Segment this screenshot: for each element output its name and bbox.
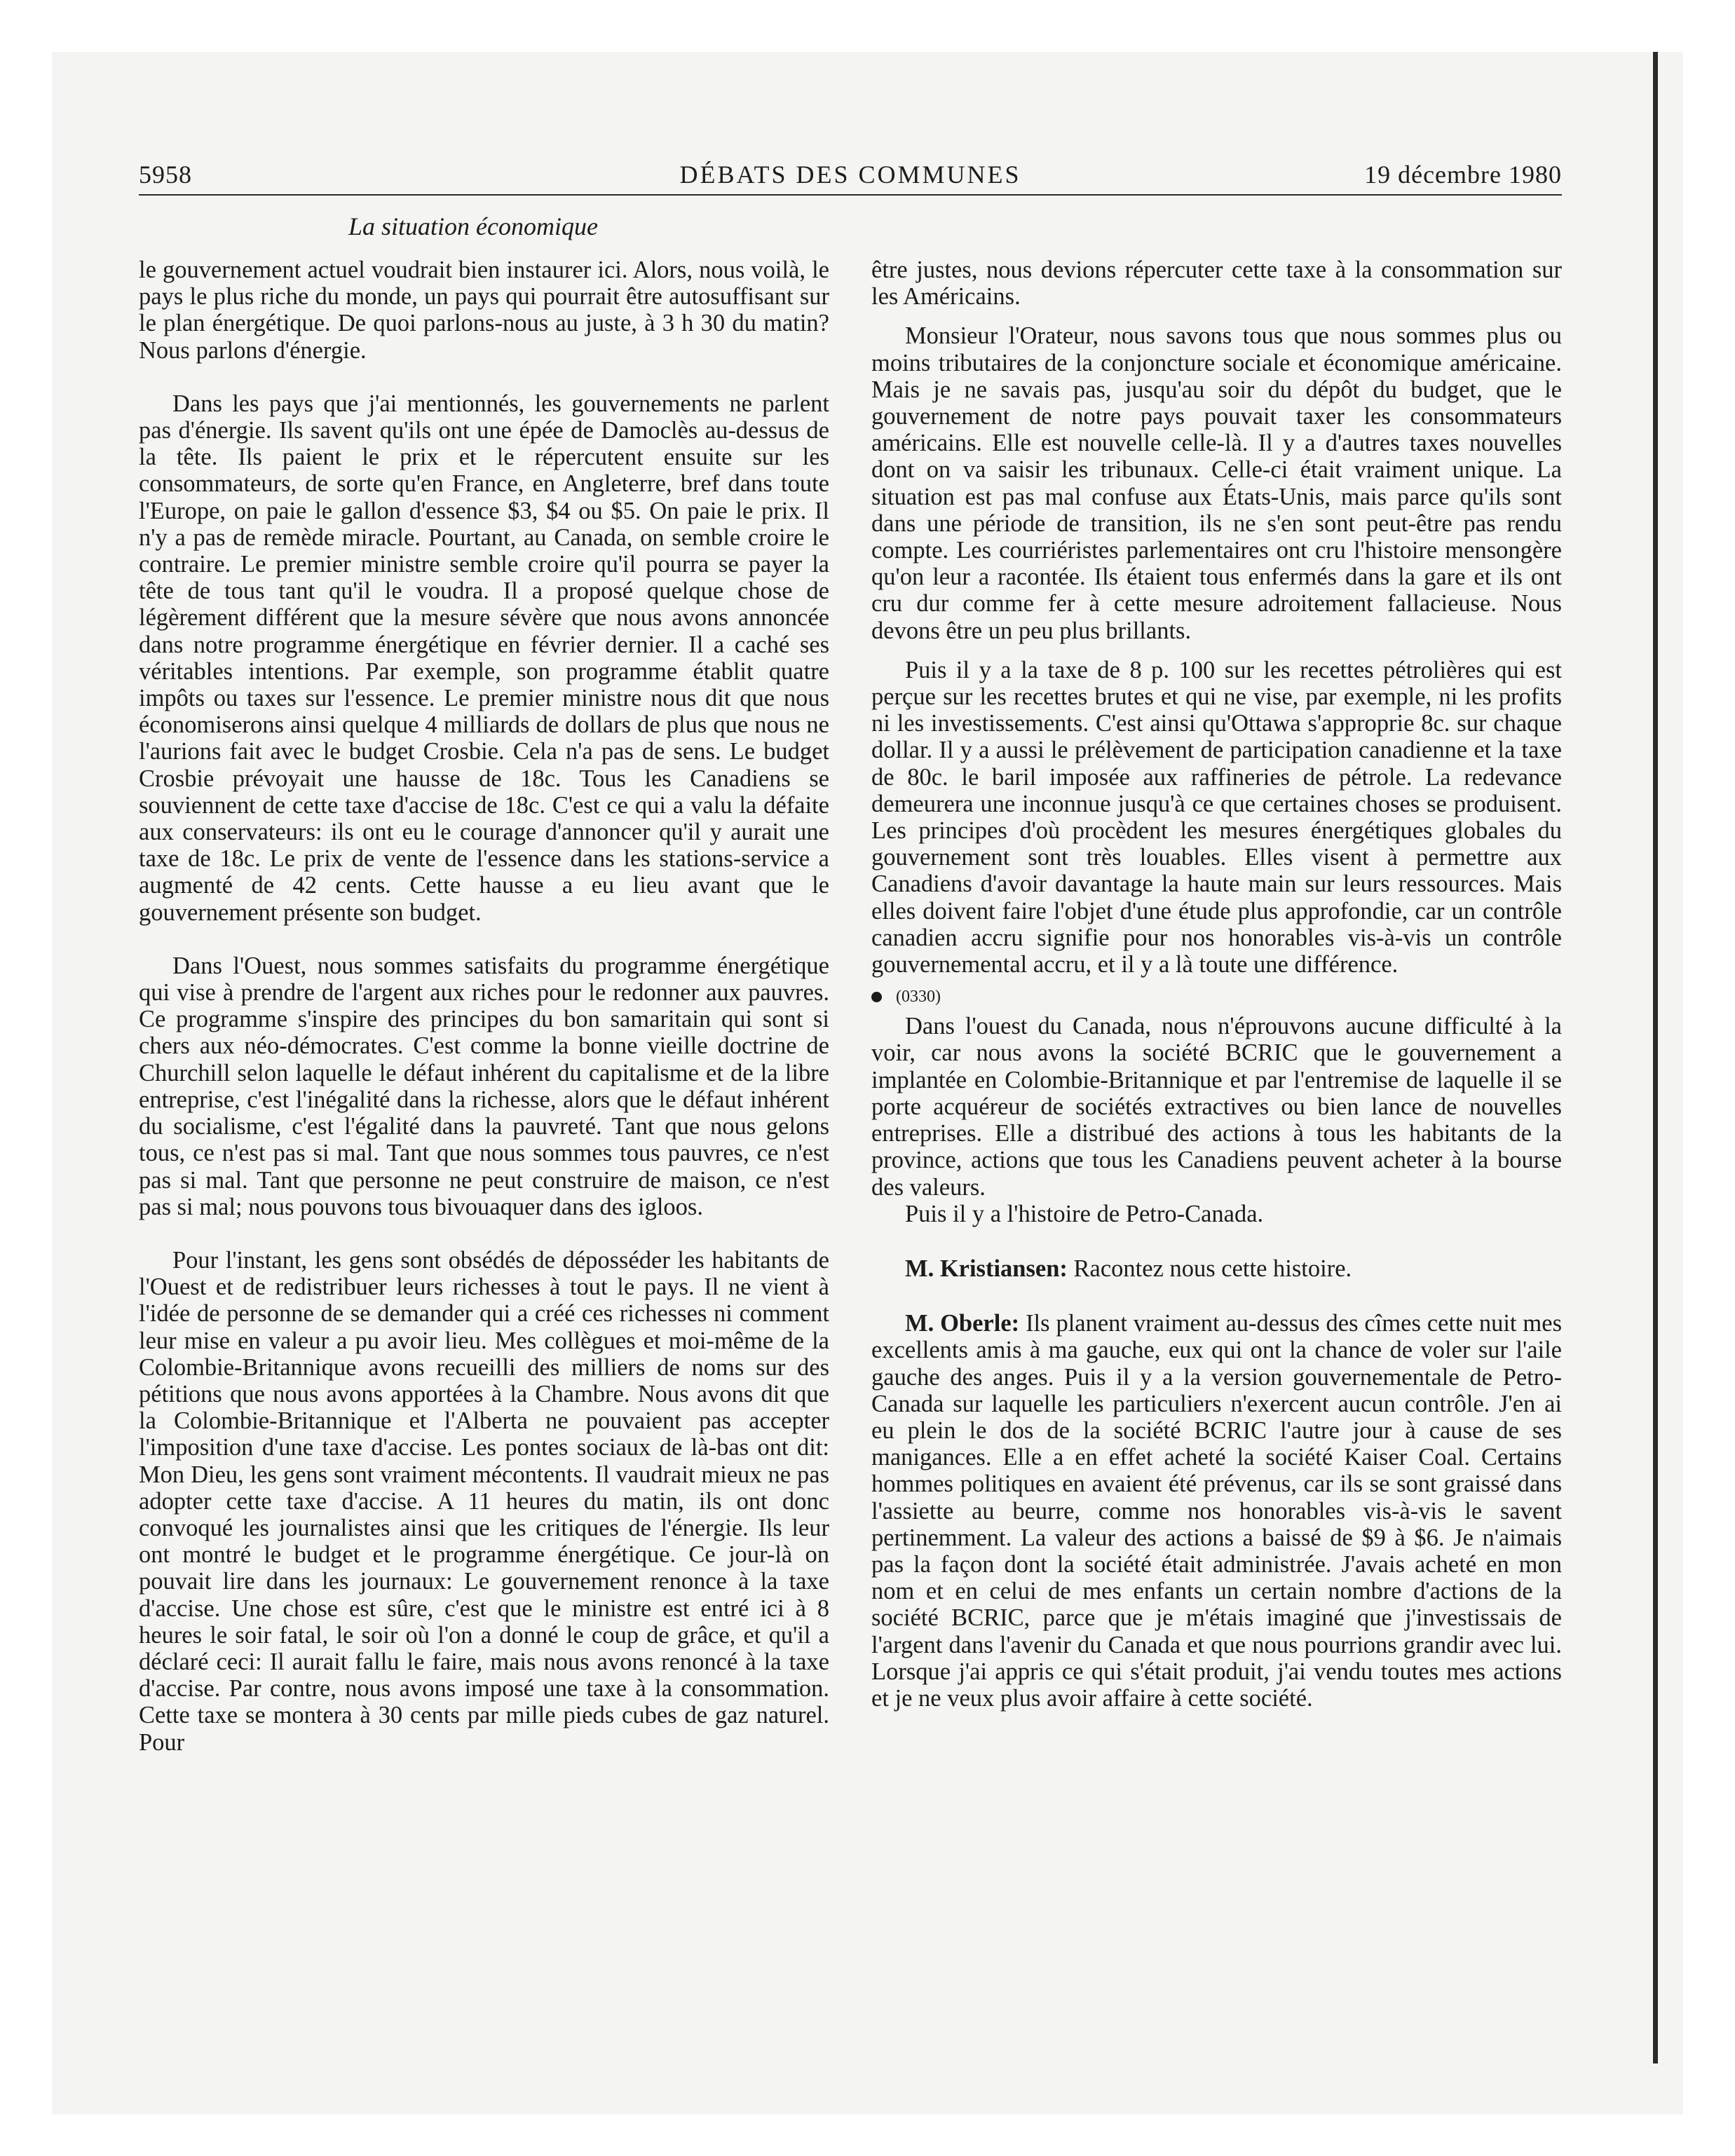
paragraph: Pour l'instant, les gens sont obsédés de déposséder les habitants de l'Ouest et de redistribuer leurs richesses à tout le pays. Il ne vient à l'idée de personne de se demander qui a créé ces richesses ni comment leur mise en valeur a pu avoir lieu. Mes collègues et moi-même de la Colombie-Britannique avons recueilli des milliers de noms sur des pétitions que nous avons apportées à la Chambre. Nous avons dit que la Colombie-Britannique et l'Alberta ne pouvaient pas accepter l'imposition d'une taxe d'accise. Les pontes sociaux de là-bas ont dit: Mon Dieu, les gens sont vraiment mécontents. Il vaudrait mieux ne pas adopter cette taxe d'accise. A 11 heures du matin, ils ont donc convoqué les journalistes ainsi que les critiques de l'énergie. Ils leur ont montré le budget et le programme énergétique. Ce jour-là on pouvait lire dans les journaux: Le gouvernement renonce à la taxe d'accise. Une chose est sûre, c'est que le ministre est entré ici à 8 heures le soir fatal, le soir où l'on a donné le coup de grâce, et qu'il a déclaré ceci: Il aurait fallu le faire, mais nous avons renoncé à la taxe d'accise. Par contre, nous avons imposé une taxe à la consommation. Cette taxe se montera à 30 cents par mille pieds cubes de gaz naturel. Pour: [139, 1246, 829, 1756]
paragraph: le gouvernement actuel voudrait bien instaurer ici. Alors, nous voilà, le pays le plus riche du monde, un pays qui pourrait être autosuffisant sur le plan énergétique. De quoi parlons-nous au juste, à 3 h 30 du matin? Nous parlons d'énergie.: [139, 257, 829, 364]
bullet-icon: [871, 992, 882, 1002]
paragraph: Puis il y a la taxe de 8 p. 100 sur les recettes pétrolières qui est perçue sur les recettes brutes et qui ne vise, par exemple, ni les profits ni les investissements. C'est ainsi qu'Ottawa s'approprie 8c. sur chaque dollar. Il y a aussi le prélèvement de participation canadienne et la taxe de 80c. le baril imposée aux raffineries de pétrole. La redevance demeurera une inconnue jusqu'à ce que certaines choses se produisent. Les principes d'où procèdent les mesures énergétiques globales du gouvernement sont très louables. Elles visent à permettre aux Canadiens d'avoir davantage la haute main sur leurs ressources. Mais elles doivent faire l'objet d'une étude plus approfondie, car un contrôle canadien accru signifie pour nos honorables vis-à-vis un contrôle gouvernemental accru, et il y a là toute une différence.: [871, 656, 1562, 978]
publication-title: DÉBATS DES COMMUNES: [679, 161, 1021, 189]
speech-kristiansen: [871, 1255, 1562, 1282]
right-column: [871, 257, 1562, 1712]
header-rule: [139, 194, 1562, 196]
time-marker: [871, 986, 1562, 1007]
time-marker-label: (0330): [896, 988, 941, 1007]
speech-text: Ils planent vraiment au-dessus des cîmes cette nuit mes excellents amis à ma gauche, eux qui ont la chance de voler sur l'aile gauche des anges. Puis il y a la version gouvernementale de Petro-Canada sur laquelle les particuliers n'exercent aucun contrôle. J'en ai eu plein le dos de la société BCRIC l'autre jour à cause de ses manigances. Elle a en effet acheté la société Kaiser Coal. Certains hommes politiques en avaient été prévenus, car ils se sont graissé dans l'assiette au beurre, comme nos honorables vis-à-vis le savent pertinemment. La valeur des actions a baissé de $9 à $6. Je n'aimais pas la façon dont la société était administrée. J'avais acheté en mon nom et en celui de mes enfants un certain nombre d'actions de la société BCRIC, parce que je m'étais imaginé que j'investissais de l'argent dans l'avenir du Canada et que nous pourrions grandir avec lui. Lorsque j'ai appris ce qui s'était produit, j'ai vendu toutes mes actions et je ne veux plus avoir affaire à cette société.: [871, 1310, 1562, 1712]
publication-date: 19 décembre 1980: [1364, 161, 1562, 189]
page-edge-rule: [1653, 52, 1658, 2063]
running-subject: La situation économique: [348, 212, 598, 240]
speaker-name: M. Oberle:: [905, 1310, 1020, 1337]
paragraph: Dans l'Ouest, nous sommes satisfaits du programme énergétique qui vise à prendre de l'argent aux riches pour le redonner aux pauvres. Ce programme s'inspire des principes du bon samaritain qui sont si chers aux néo-démocrates. C'est comme la bonne vieille doctrine de Churchill selon laquelle le défaut inhérent du capitalisme et de la libre entreprise, c'est l'inégalité dans la richesse, alors que le défaut inhérent du socialisme, c'est l'égalité dans la pauvreté. Tant que nous gelons tous, ce n'est pas si mal. Tant que nous sommes tous pauvres, ce n'est pas si mal. Tant que personne ne peut construire de maison, ce n'est pas si mal; nous pouvons tous bivouaquer dans des igloos.: [139, 952, 829, 1220]
paragraph: Dans l'ouest du Canada, nous n'éprouvons aucune difficulté à la voir, car nous avons la société BCRIC que le gouvernement a implantée en Colombie-Britannique et par l'entremise de laquelle il se porte acquéreur de sociétés extractives ou bien lance de nouvelles entreprises. Elle a distribué des actions à tous les habitants de la province, actions que tous les Canadiens peuvent acheter à la bourse des valeurs.: [871, 1013, 1562, 1201]
left-column: [139, 257, 829, 1756]
speaker-name: M. Kristiansen:: [905, 1255, 1068, 1282]
paragraph: Dans les pays que j'ai mentionnés, les gouvernements ne parlent pas d'énergie. Ils savent qu'ils ont une épée de Damoclès au-dessus de la tête. Ils paient le prix et le répercutent ensuite sur les consommateurs, de sorte qu'en France, en Angleterre, bref dans toute l'Europe, on paie le gallon d'essence $3, $4 ou $5. On paie le prix. Il n'y a pas de remède miracle. Pourtant, au Canada, on semble croire le contraire. Le premier ministre semble croire qu'il pourra se payer la tête de tous tant qu'il le voudra. Il a proposé quelque chose de légèrement différent que la mesure sévère que nous avons annoncée dans notre programme énergétique en février dernier. Il a caché ses véritables intentions. Par exemple, son programme établit quatre impôts ou taxes sur l'essence. Le premier ministre nous dit que nous économiserons ainsi quelque 4 milliards de dollars de plus que nous ne l'aurions fait avec le budget Crosbie. Cela n'a pas de sens. Le budget Crosbie prévoyait une hausse de 18c. Tous les Canadiens se souviennent de cette taxe d'accise de 18c. C'est ce qui a valu la défaite aux conservateurs: ils ont eu le courage d'annoncer qu'il y aurait une taxe de 18c. Le prix de vente de l'essence dans les stations-service a augmenté de 42 cents. Cette hausse a eu lieu avant que le gouvernement présente son budget.: [139, 390, 829, 926]
paragraph: être justes, nous devions répercuter cette taxe à la consommation sur les Américains.: [871, 257, 1562, 311]
page-header: [139, 160, 1562, 195]
paragraph: Monsieur l'Orateur, nous savons tous que nous sommes plus ou moins tributaires de la conjoncture sociale et économique américaine. Mais je ne savais pas, jusqu'au soir du dépôt du budget, que le gouvernement de notre pays pouvait taxer les consommateurs américains. Elle est nouvelle celle-là. Il y a d'autres taxes nouvelles dont on va saisir les tribunaux. Celle-ci était vraiment unique. La situation est pas mal confuse aux États-Unis, mais parce qu'ils sont dans une période de transition, ils ne s'en sont peut-être pas rendu compte. Les courriéristes parlementaires ont cru l'histoire mensongère qu'on leur a racontée. Ils étaient tous enfermés dans la gare et ils ont cru dur comme fer à cette mesure adroitement fallacieuse. Nous devons être un peu plus brillants.: [871, 322, 1562, 644]
paragraph: Puis il y a l'histoire de Petro-Canada.: [905, 1200, 1264, 1227]
speech-oberle: [871, 1310, 1562, 1712]
speech-text: Racontez nous cette histoire.: [1073, 1255, 1352, 1282]
page-number: 5958: [139, 161, 192, 189]
